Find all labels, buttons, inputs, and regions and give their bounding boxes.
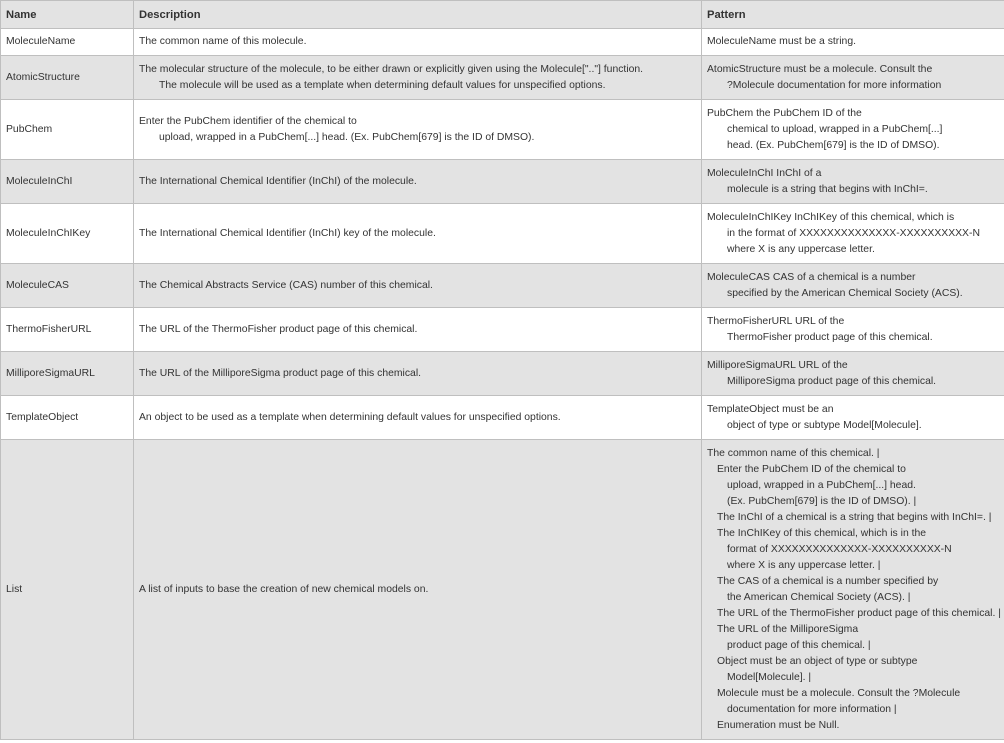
pattern-line: where X is any uppercase letter. — [727, 243, 875, 255]
option-description — [134, 440, 702, 740]
option-pattern — [702, 100, 1004, 160]
option-pattern — [702, 396, 1004, 440]
pattern-line: Model[Molecule]. | — [727, 671, 812, 683]
pattern-line: MoleculeInChI InChI of a — [707, 167, 822, 179]
option-description — [134, 308, 702, 352]
table-row — [1, 308, 1004, 352]
description-line: upload, wrapped in a PubChem[...] head. (Ex. PubChem[679] is the ID of DMSO). — [159, 131, 535, 143]
table-row — [1, 56, 1004, 100]
option-description — [134, 100, 702, 160]
pattern-line: PubChem the PubChem ID of the — [707, 107, 862, 119]
pattern-line: MoleculeInChIKey InChIKey of this chemical, which is — [707, 211, 955, 223]
table-row — [1, 204, 1004, 264]
pattern-line: the American Chemical Society (ACS). | — [727, 591, 911, 603]
pattern-line: MilliporeSigmaURL URL of the — [707, 359, 848, 371]
option-name: MilliporeSigmaURL — [1, 352, 134, 396]
pattern-line: ThermoFisher product page of this chemical. — [727, 331, 933, 343]
option-description — [134, 204, 702, 264]
option-pattern — [702, 352, 1004, 396]
pattern-line: MoleculeCAS CAS of a chemical is a number — [707, 271, 916, 283]
pattern-line: documentation for more information | — [727, 703, 897, 715]
option-description — [134, 29, 702, 56]
pattern-line: The common name of this chemical. | — [707, 447, 880, 459]
header-pattern: Pattern — [702, 1, 1004, 29]
description-line: The URL of the ThermoFisher product page of this chemical. — [139, 323, 418, 335]
table-row — [1, 352, 1004, 396]
option-pattern — [702, 204, 1004, 264]
pattern-line: Enumeration must be Null. — [717, 719, 840, 731]
option-name: MoleculeCAS — [1, 264, 134, 308]
pattern-line: in the format of XXXXXXXXXXXXXX-XXXXXXXXXX-N — [727, 227, 980, 239]
option-name: MoleculeName — [1, 29, 134, 56]
option-name: TemplateObject — [1, 396, 134, 440]
table-row — [1, 29, 1004, 56]
header-description: Description — [134, 1, 702, 29]
option-description — [134, 160, 702, 204]
option-name: MoleculeInChIKey — [1, 204, 134, 264]
pattern-line: AtomicStructure must be a molecule. Consult the — [707, 63, 933, 75]
pattern-line: The CAS of a chemical is a number specified by — [717, 575, 939, 587]
option-name: PubChem — [1, 100, 134, 160]
option-pattern — [702, 264, 1004, 308]
pattern-line: ?Molecule documentation for more information — [727, 79, 942, 91]
pattern-line: Object must be an object of type or subtype — [717, 655, 918, 667]
description-line: The common name of this molecule. — [139, 36, 307, 47]
pattern-line: chemical to upload, wrapped in a PubChem[...] — [727, 123, 943, 135]
header-row — [1, 1, 1004, 29]
description-line: The International Chemical Identifier (InChI) of the molecule. — [139, 175, 417, 187]
pattern-line: The URL of the ThermoFisher product page of this chemical. | — [717, 607, 1001, 619]
description-line: An object to be used as a template when determining default values for unspecified options. — [139, 411, 561, 423]
pattern-line: object of type or subtype Model[Molecule]. — [727, 419, 922, 431]
option-pattern — [702, 29, 1004, 56]
option-pattern — [702, 308, 1004, 352]
pattern-line: ThermoFisherURL URL of the — [707, 315, 845, 327]
description-line: The Chemical Abstracts Service (CAS) number of this chemical. — [139, 279, 433, 291]
pattern-line: The InChIKey of this chemical, which is in the — [717, 527, 927, 539]
table-row — [1, 440, 1004, 740]
description-line: The molecular structure of the molecule, to be either drawn or explicitly given using the Molecule[".."] function. — [139, 63, 644, 75]
description-line: The URL of the MilliporeSigma product page of this chemical. — [139, 367, 422, 379]
pattern-line: molecule is a string that begins with InChI=. — [727, 183, 928, 195]
pattern-line: format of XXXXXXXXXXXXXX-XXXXXXXXXX-N — [727, 543, 952, 555]
description-line: The molecule will be used as a template when determining default values for unspecified options. — [159, 79, 606, 91]
pattern-line: where X is any uppercase letter. | — [727, 559, 881, 571]
pattern-line: Enter the PubChem ID of the chemical to — [717, 463, 906, 475]
option-description — [134, 352, 702, 396]
option-name: List — [1, 440, 134, 740]
pattern-line: head. (Ex. PubChem[679] is the ID of DMSO). — [727, 139, 940, 151]
description-line: A list of inputs to base the creation of new chemical models on. — [139, 583, 429, 595]
pattern-line: MoleculeName must be a string. — [707, 36, 856, 47]
option-description — [134, 396, 702, 440]
pattern-line: upload, wrapped in a PubChem[...] head. — [727, 479, 916, 491]
option-description — [134, 264, 702, 308]
table-row — [1, 396, 1004, 440]
table-row — [1, 264, 1004, 308]
pattern-line: product page of this chemical. | — [727, 639, 871, 651]
pattern-line: (Ex. PubChem[679] is the ID of DMSO). | — [727, 495, 917, 507]
pattern-line: TemplateObject must be an — [707, 403, 834, 415]
option-pattern — [702, 56, 1004, 100]
table-row — [1, 100, 1004, 160]
option-name: ThermoFisherURL — [1, 308, 134, 352]
header-name: Name — [1, 1, 134, 29]
pattern-line: MilliporeSigma product page of this chemical. — [727, 375, 937, 387]
description-line: The International Chemical Identifier (InChI) key of the molecule. — [139, 227, 436, 239]
table-row — [1, 160, 1004, 204]
option-name: MoleculeInChI — [1, 160, 134, 204]
pattern-line: The InChI of a chemical is a string that begins with InChI=. | — [717, 511, 992, 523]
pattern-line: Molecule must be a molecule. Consult the ?Molecule — [717, 687, 961, 699]
option-description — [134, 56, 702, 100]
description-line: Enter the PubChem identifier of the chemical to — [139, 115, 357, 127]
option-name: AtomicStructure — [1, 56, 134, 100]
option-pattern — [702, 160, 1004, 204]
pattern-line: specified by the American Chemical Society (ACS). — [727, 287, 963, 299]
pattern-line: The URL of the MilliporeSigma — [717, 623, 859, 635]
option-pattern — [702, 440, 1004, 740]
